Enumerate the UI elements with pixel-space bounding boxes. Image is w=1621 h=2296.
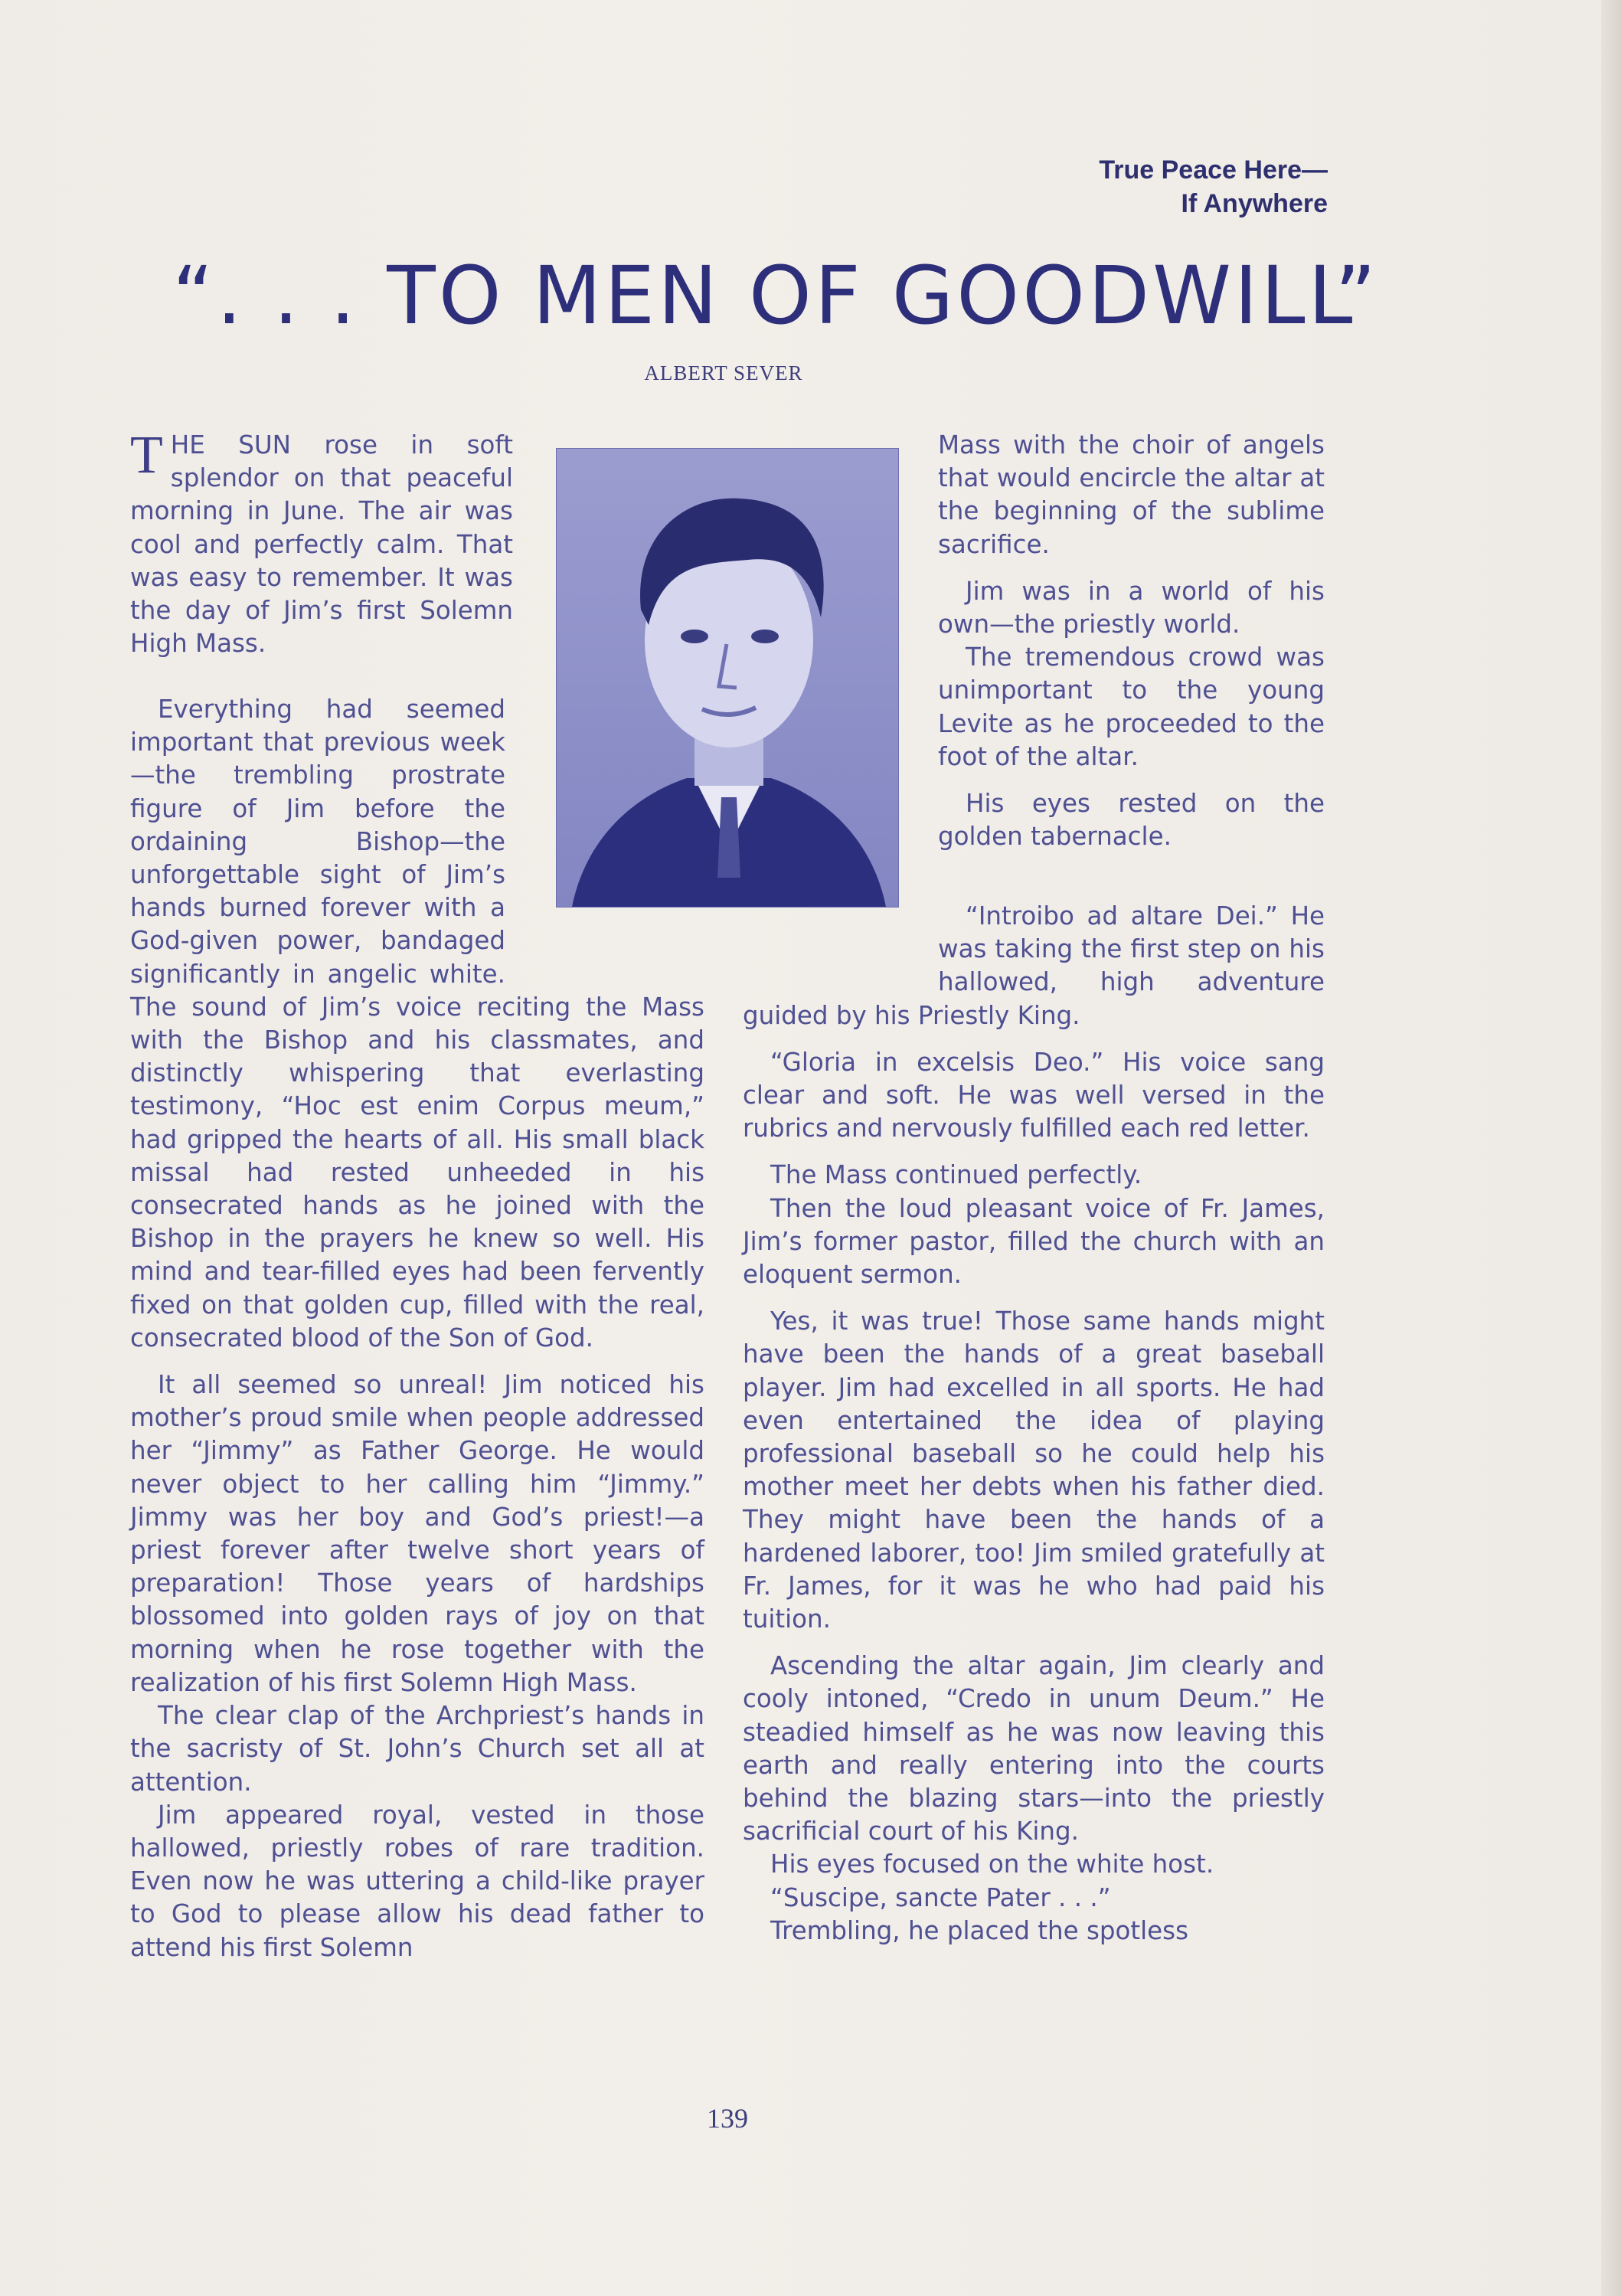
paragraph: “Introibo ad altare Dei.” He was taking the first step on his hallowed, high adventure guided by his Priestly King. (743, 901, 1325, 1030)
portrait-illustration (557, 449, 898, 907)
article-title: “. . . TO MEN OF GOODWILL” (172, 249, 1380, 342)
paragraph: Ascending the altar again, Jim clearly and cooly intoned, “Credo in unum Deum.” He steadied himself as he was now leaving this earth and really entering into the courts behind the blazing stars—into the priestly sacrificial court of his King. (743, 1651, 1325, 1846)
page-edge (1601, 0, 1621, 2296)
paragraph: “Gloria in excelsis Deo.” His voice sang clear and soft. He was well versed in the rubrics and nervously fulfilled each red letter. (743, 1047, 1325, 1143)
paragraph: Jim was in a world of his own—the priestly world. (938, 576, 1325, 639)
page-number: 139 (707, 2103, 748, 2134)
paragraph: The tremendous crowd was unimportant to the young Levite as he proceeded to the foot of the altar. (938, 643, 1325, 771)
kicker-line-2: If Anywhere (1181, 189, 1328, 218)
section-kicker (1099, 153, 1328, 221)
drop-cap: T (130, 426, 163, 485)
right-column-top (938, 429, 1325, 853)
author-byline: ALBERT SEVER (644, 361, 803, 384)
intro-text: HE SUN rose in soft splendor on that peaceful morning in June. The air was cool and perfectly calm. That was easy to remember. It was the day of Jim’s first Solemn High Mass. (130, 430, 513, 659)
paragraph: It all seemed so unreal! Jim noticed his mother’s proud smile when people addressed her “Jimmy” as Father George. He would never object to her calling him “Jimmy.” Jimmy was her boy and God’s priest!—a priest forever after twelve short years of preparation! Those years of hardships blossomed into golden rays of joy on that morning when he rose together with the realization of his first Solemn High Mass. (130, 1370, 704, 1697)
right-column (743, 900, 1325, 1948)
paragraph: Everything had seemed important that previous week—the trembling prostrate figure of Jim before the ordaining Bishop—the unforgettable sight of Jim’s hands burned forever with a God-given power, bandaged significantly in angelic white. The sound of Jim’s voice reciting the Mass with the Bishop and his classmates, and distinctly whispering that everlasting testimony, “Hoc est enim Corpus meum,” had gripped the hearts of all. His small black missal had rested unheeded in his consecrated hands as he joined with the Bishop in the prayers he knew so well. His mind and tear-filled eyes had been fervently fixed on that golden cup, filled with the real, consecrated blood of the Son of God. (130, 695, 704, 1352)
paragraph: His eyes focused on the white host. (770, 1850, 1214, 1879)
kicker-line-1: True Peace Here— (1099, 155, 1328, 185)
paragraph: Trembling, he placed the spotless (770, 1915, 1189, 1945)
author-portrait-photo (556, 448, 899, 908)
paragraph: Mass with the choir of angels that would encircle the altar at the beginning of the sublime sacrifice. (938, 430, 1325, 559)
paragraph: Then the loud pleasant voice of Fr. James, Jim’s former pastor, filled the church with an eloquent sermon. (743, 1193, 1325, 1290)
paragraph: Jim appeared royal, vested in those hallowed, priestly robes of rare tradition. Even now he was uttering a child-like prayer to God to please allow his dead father to attend his first Solemn (130, 1800, 704, 1962)
paragraph: “Suscipe, sancte Pater . . .” (770, 1882, 1111, 1912)
paragraph: Yes, it was true! Those same hands might have been the hands of a great baseball player. Jim had excelled in all sports. He had even entertained the idea of playing professional baseball so he could help his mother meet her debts when his father died. They might have been the hands of a hardened laborer, too! Jim smiled gratefully at Fr. James, for it was he who had paid his tuition. (743, 1307, 1325, 1634)
left-column-top (130, 426, 513, 660)
paragraph: His eyes rested on the golden tabernacle. (938, 789, 1325, 852)
paragraph: The clear clap of the Archpriest’s hands in the sacristy of St. John’s Church set all at attention. (130, 1701, 704, 1797)
intro-paragraph (130, 426, 513, 660)
photo-exclusion (743, 900, 938, 976)
paragraph: The Mass continued perfectly. (770, 1160, 1142, 1190)
